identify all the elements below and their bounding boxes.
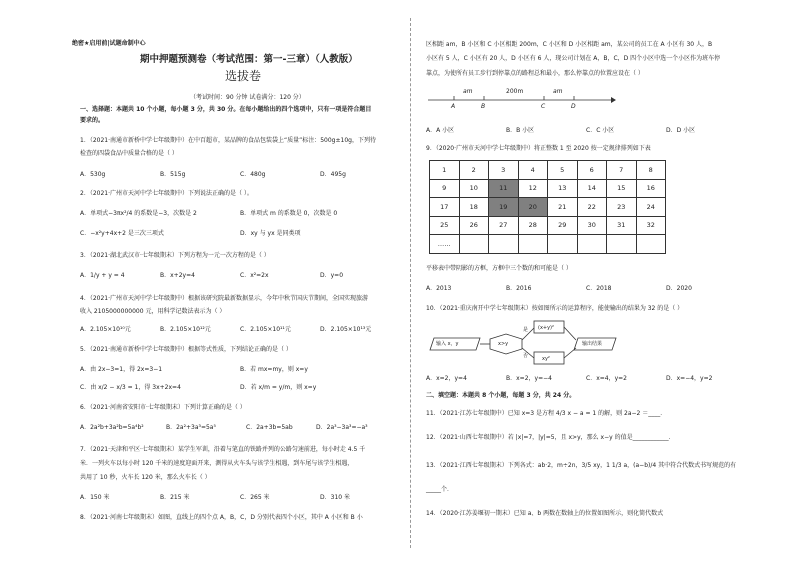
section1-heading: 一、选择题：本题共 10 个小题，每小题 3 分，共 30 分。在每小题给出的四个选项中，只有一项是符合题目 xyxy=(80,106,372,113)
q7-option-b[interactable]: B．215 米 xyxy=(160,494,190,501)
fig-point-c: C xyxy=(541,103,546,110)
grid-cell: 8 xyxy=(636,161,666,180)
grid-cell: 6 xyxy=(577,161,607,180)
q2-option-b[interactable]: B．单项式 m 的系数是 0，次数是 0 xyxy=(240,210,338,217)
question-7-line2: 米．一列火车以每小时 120 千米的速度迎面开来，测得从火车头与该学生相遇，到车尾与该学生相遇， xyxy=(80,460,354,467)
q9-option-b[interactable]: B．2016 xyxy=(506,285,532,292)
q4-option-b[interactable]: B．2.105×10¹²元 xyxy=(160,326,211,333)
q8-cont-line2: 小区有 5 人，C 小区有 20 人，D 小区有 6 人，现公司计划在 A，B，C，D 四个小区中选一个小区作为班车停 xyxy=(426,55,721,62)
grid-cell: 29 xyxy=(548,216,578,235)
question-10: 10．（2021·重庆南开中学七年级期末）按如图所示的运算程序，能使输出的结果为 32 的是（ ） xyxy=(426,305,684,312)
grid-cell: 23 xyxy=(607,198,637,217)
q3-option-a[interactable]: A．1/y + y = 4 xyxy=(80,272,125,279)
grid-cell: 15 xyxy=(607,179,637,198)
page-subtitle: 选拔卷 xyxy=(225,69,262,83)
grid-cell: 2 xyxy=(459,161,489,180)
grid-cell: 25 xyxy=(430,216,460,235)
q4-option-d[interactable]: D．2.105×10¹³元 xyxy=(320,326,372,333)
q6-option-b[interactable]: B．2a²+3a³=5a⁵ xyxy=(166,424,216,431)
grid-cell-shaded: 19 xyxy=(489,198,519,217)
q7-option-d[interactable]: D．310 米 xyxy=(320,494,350,501)
grid-cell: …… xyxy=(430,235,460,254)
question-1: 1．（2021·南通市新桥中学七年级期中）在中百超市，某品牌的食品包装袋上“质量”标注：500g±10g，下列待 xyxy=(80,137,376,144)
q8-option-b[interactable]: B．B 小区 xyxy=(506,127,535,134)
question-14: 14．（2020·江苏姜堰初一期末）已知 a、b 两数在数轴上的位置如图所示，则化简代数式 xyxy=(426,510,664,517)
grid-cell: 28 xyxy=(518,216,548,235)
q4-option-c[interactable]: C．2.105×10¹¹元 xyxy=(240,326,291,333)
flow-bottom-box: xy² xyxy=(542,356,550,362)
q7-option-c[interactable]: C．265 米 xyxy=(240,494,270,501)
question-6: 6．（2021·河南省安阳市·七年级期末）下列计算正确的是（ ） xyxy=(80,404,246,411)
grid-cell xyxy=(518,235,548,254)
flow-yes: 是 xyxy=(523,327,529,333)
question-13: 13．（2021·江西七年级期末）下列各式：ab·2，m÷2n，3/5 xy，1 1/3 a，(a−b)/4 其中符合代数式书写规范的有 xyxy=(426,462,737,469)
q10-option-c[interactable]: C．x=4，y=2 xyxy=(586,375,627,382)
q1-option-c[interactable]: C．480g xyxy=(240,171,266,178)
q8-option-d[interactable]: D．D 小区 xyxy=(666,127,696,134)
grid-cell: 17 xyxy=(430,198,460,217)
q9-option-c[interactable]: C．2018 xyxy=(586,285,612,292)
number-grid xyxy=(429,160,666,254)
q5-option-d[interactable]: D．若 x/m = y/m，则 x=y xyxy=(240,384,317,391)
q5-option-a[interactable]: A．由 2x−3=1，得 2x=3−1 xyxy=(80,366,163,373)
question-12: 12．（2021·山西七年级期中）若 |x|=7，|y|=5，且 x>y，那么 x−y 的值是____________． xyxy=(426,434,675,441)
grid-cell: 16 xyxy=(636,179,666,198)
fig-point-b: B xyxy=(481,103,486,110)
question-11: 11．（2021·江苏七年级期中）已知 x=3 是方程 4/3 x − a = 1 的解，则 2a−2 ＝____． xyxy=(426,410,667,417)
grid-cell: 18 xyxy=(459,198,489,217)
flow-condition: x>y xyxy=(498,341,509,347)
flow-top-box: (x+y)² xyxy=(538,325,555,331)
page-title: 期中押题预测卷（考试范围：第一-三章）（人教版） xyxy=(140,54,358,65)
q1-option-a[interactable]: A．530g xyxy=(80,171,106,178)
grid-cell: 30 xyxy=(577,216,607,235)
grid-cell: 32 xyxy=(636,216,666,235)
grid-cell xyxy=(607,235,637,254)
q10-option-a[interactable]: A．x=2，y=4 xyxy=(426,375,467,382)
section1-heading-2: 要求的。 xyxy=(80,117,105,124)
fig-point-a: A xyxy=(451,103,456,110)
grid-cell: 26 xyxy=(459,216,489,235)
q8-option-c[interactable]: C．C 小区 xyxy=(586,127,615,134)
question-7: 7．（2021·天津和平区·七年级期末）某学生军训，沿着与笔直的铁路并列的公路匀速前进，每小时走 4.5 千 xyxy=(80,446,366,453)
fig-label-am-2: am xyxy=(553,88,563,95)
q9-prompt: 平移表中带阴影的方框，方框中三个数的和可能是（ ） xyxy=(426,265,572,272)
question-4: 4．（2021·广州市天河中学七年级期中）根据该研究院最新数据显示，今年中秋节国庆节期间，全国实现旅游 xyxy=(80,295,368,302)
grid-cell: 22 xyxy=(577,198,607,217)
grid-cell: 31 xyxy=(607,216,637,235)
grid-cell: 14 xyxy=(577,179,607,198)
grid-cell: 27 xyxy=(489,216,519,235)
flow-input: 输入 x，y xyxy=(436,341,459,347)
q10-option-b[interactable]: B．x=2，y=−4 xyxy=(506,375,552,382)
q8-cont-line3: 靠点，为使所有员工步行到停靠点的路程总和最小，那么停靠点的位置应设在（ ） xyxy=(426,70,644,77)
fig-label-200m: 200m xyxy=(506,88,524,95)
flow-output: 输出结果 xyxy=(582,341,603,347)
flow-no: 否 xyxy=(523,353,529,359)
grid-cell: 5 xyxy=(548,161,578,180)
q7-option-a[interactable]: A．150 米 xyxy=(80,494,110,501)
q10-option-d[interactable]: D．x=−4，y=2 xyxy=(666,375,713,382)
q3-option-c[interactable]: C．x²=2x xyxy=(240,272,269,279)
q2-option-a[interactable]: A．单项式−3πx²/4 的系数是−3，次数是 2 xyxy=(80,210,197,217)
grid-cell xyxy=(459,235,489,254)
fig-label-am-1: am xyxy=(463,88,473,95)
grid-cell: 7 xyxy=(607,161,637,180)
question-2: 2．（2021·广州市天河中学七年级期中）下列说法正确的是（ ）。 xyxy=(80,190,253,197)
question-8: 8．（2021·河南七年级期末）如图，直线上的四个点 A，B，C，D 分别代表四个小区，其中 A 小区和 B 小 xyxy=(80,514,363,521)
fig-point-d: D xyxy=(571,103,576,110)
q6-option-d[interactable]: D．2a³−3a³=−a³ xyxy=(316,424,368,431)
q3-option-d[interactable]: D．y=0 xyxy=(320,272,344,279)
grid-cell: 24 xyxy=(636,198,666,217)
exam-info: （考试时间：90 分钟 试卷满分：120 分） xyxy=(190,94,305,101)
grid-cell xyxy=(636,235,666,254)
grid-cell: 1 xyxy=(430,161,460,180)
grid-cell: 4 xyxy=(518,161,548,180)
q3-option-b[interactable]: B．x+2y=4 xyxy=(160,272,195,279)
secret-label: 绝密★启用前|试题命制中心 xyxy=(72,40,146,47)
grid-cell xyxy=(548,235,578,254)
grid-cell xyxy=(577,235,607,254)
q6-option-a[interactable]: A．2a²b+3a²b=5a⁴b² xyxy=(80,424,144,431)
grid-cell-shaded: 20 xyxy=(518,198,548,217)
q2-option-d[interactable]: D．xy 与 yx 是同类项 xyxy=(240,230,301,237)
question-13-line2: _____个． xyxy=(426,486,454,493)
grid-cell xyxy=(489,235,519,254)
section2-heading: 二、填空题：本题共 8 个小题，每题 3 分，共 24 分。 xyxy=(426,392,576,399)
grid-cell: 21 xyxy=(548,198,578,217)
q5-option-c[interactable]: C．由 x/2 − x/3 = 1，得 3x+2x=4 xyxy=(80,384,181,391)
question-5: 5．（2021·南通市新桥中学七年级期中）根据等式性质，下列结论正确的是（ ） xyxy=(80,346,292,353)
q9-option-d[interactable]: D．2020 xyxy=(666,285,692,292)
grid-cell: 12 xyxy=(518,179,548,198)
q6-option-c[interactable]: C．2a+3b=5ab xyxy=(246,424,293,431)
q4-option-a[interactable]: A．2.105×10¹⁰元 xyxy=(80,326,131,333)
question-4-line2: 收入 2105000000000 元，用科学记数法表示为（ ） xyxy=(80,308,226,315)
q9-option-a[interactable]: A．2013 xyxy=(426,285,452,292)
question-9: 9．（2020·广州市天河中学七年级期中）将正整数 1 至 2020 按一定规律排列如下表 xyxy=(426,145,651,152)
grid-cell: 9 xyxy=(430,179,460,198)
grid-cell-shaded: 11 xyxy=(489,179,519,198)
question-7-line3: 共用了 10 秒，火车长 120 米，那么火车长（ ） xyxy=(80,474,211,481)
q1-option-d[interactable]: D．495g xyxy=(320,171,346,178)
column-divider xyxy=(410,18,411,548)
question-1-line2: 检查的四袋食品中质量合格的是（ ） xyxy=(80,150,178,157)
q5-option-b[interactable]: B．若 mx=my，则 x=y xyxy=(240,366,308,373)
grid-cell: 3 xyxy=(489,161,519,180)
q1-option-b[interactable]: B．515g xyxy=(160,171,186,178)
q8-cont-line1: 区相距 am，B 小区和 C 小区相距 200m，C 小区和 D 小区相距 am，某公司的员工在 A 小区有 30 人，B xyxy=(426,41,713,48)
q2-option-c[interactable]: C．−x²y+4x+2 是三次三项式 xyxy=(80,230,164,237)
grid-cell: 13 xyxy=(548,179,578,198)
grid-cell: 10 xyxy=(459,179,489,198)
q8-option-a[interactable]: A．A 小区 xyxy=(426,127,455,134)
question-3: 3．（2021·湖北武汉市·七年级期末）下列方程为一元一次方程的是（ ） xyxy=(80,252,270,259)
